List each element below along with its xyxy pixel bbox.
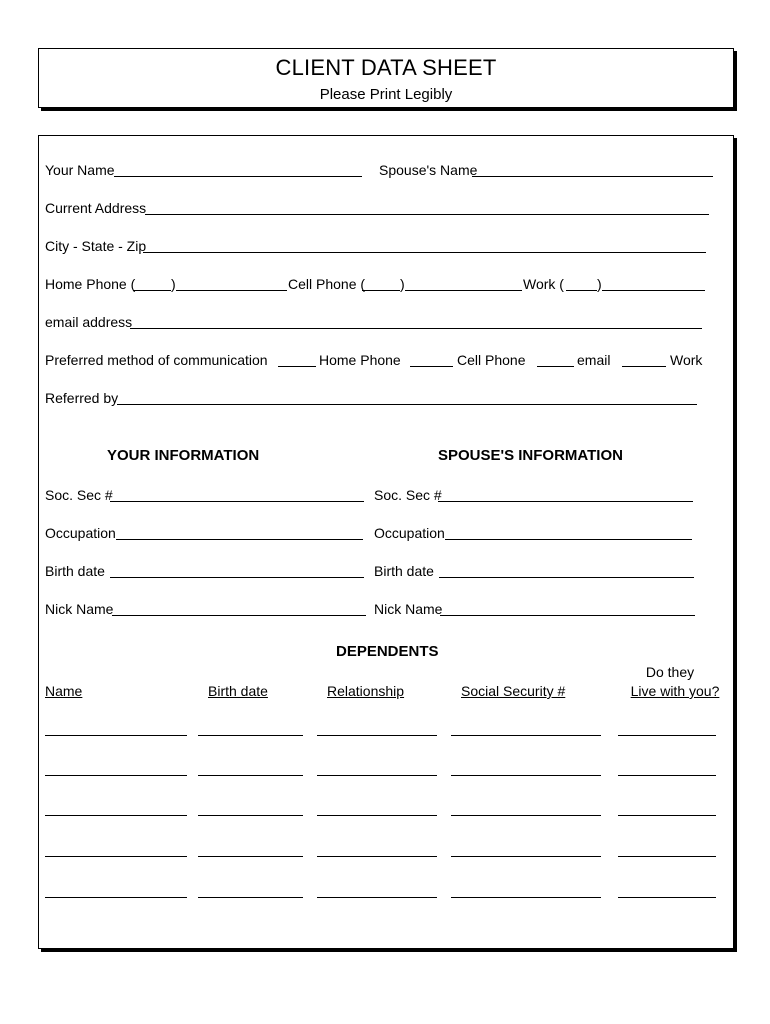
page-title: CLIENT DATA SHEET — [275, 55, 497, 80]
pref-cell-phone-blank[interactable] — [410, 366, 453, 367]
dependent-relationship-field[interactable] — [317, 775, 437, 776]
cell-phone-area-field[interactable] — [362, 290, 400, 291]
dependent-name-field[interactable] — [45, 735, 187, 736]
your-soc-sec-field[interactable] — [110, 501, 364, 502]
work-phone-field[interactable] — [602, 290, 705, 291]
dependent-birth-date-field[interactable] — [198, 897, 303, 898]
dependent-live-with-field[interactable] — [618, 775, 716, 776]
spouse-name-label: Spouse's Name — [379, 162, 478, 178]
your-birth-date-label: Birth date — [45, 563, 105, 579]
dependent-ssn-field[interactable] — [451, 775, 601, 776]
your-nick-name-label: Nick Name — [45, 601, 114, 617]
dependent-ssn-field[interactable] — [451, 856, 601, 857]
spouse-birth-date-field[interactable] — [439, 577, 694, 578]
pref-home-phone-label: Home Phone — [319, 352, 401, 368]
pref-cell-phone-label: Cell Phone — [457, 352, 526, 368]
work-phone-label: Work ( — [523, 276, 564, 292]
spouse-name-field[interactable] — [472, 176, 713, 177]
col-social-security-header: Social Security # — [461, 683, 566, 699]
dependent-name-field[interactable] — [45, 775, 187, 776]
spouse-birth-date-label: Birth date — [374, 563, 434, 579]
email-label: email address — [45, 314, 133, 330]
your-name-field[interactable] — [114, 176, 362, 177]
your-name-label: Your Name — [45, 162, 115, 178]
dependent-birth-date-field[interactable] — [198, 735, 303, 736]
dependent-live-with-field[interactable] — [618, 897, 716, 898]
dependent-relationship-field[interactable] — [317, 897, 437, 898]
your-soc-sec-label: Soc. Sec # — [45, 487, 113, 503]
spouse-nick-name-label: Nick Name — [374, 601, 443, 617]
referred-by-field[interactable] — [117, 404, 697, 405]
cell-phone-field[interactable] — [405, 290, 522, 291]
your-birth-date-field[interactable] — [110, 577, 364, 578]
col-live-with-header-line2: Live with you? — [630, 683, 720, 699]
col-birth-date-header: Birth date — [208, 683, 268, 699]
dependents-heading: DEPENDENTS — [336, 643, 439, 660]
cell-phone-paren: ) — [400, 276, 405, 292]
city-state-zip-field[interactable] — [143, 252, 706, 253]
your-info-heading: YOUR INFORMATION — [107, 447, 260, 464]
dependent-relationship-field[interactable] — [317, 856, 437, 857]
form-box — [38, 135, 734, 949]
dependent-birth-date-field[interactable] — [198, 856, 303, 857]
dependent-name-field[interactable] — [45, 897, 187, 898]
dependent-live-with-field[interactable] — [618, 735, 716, 736]
pref-email-blank[interactable] — [537, 366, 574, 367]
spouse-soc-sec-field[interactable] — [438, 501, 693, 502]
dependent-relationship-field[interactable] — [317, 735, 437, 736]
pref-work-label: Work — [670, 352, 703, 368]
home-phone-label: Home Phone ( — [45, 276, 136, 292]
col-live-with-header-line1: Do they — [645, 664, 695, 680]
dependent-live-with-field[interactable] — [618, 815, 716, 816]
dependent-relationship-field[interactable] — [317, 815, 437, 816]
spouse-nick-name-field[interactable] — [440, 615, 695, 616]
cell-phone-label: Cell Phone ( — [288, 276, 366, 292]
work-phone-area-field[interactable] — [566, 290, 597, 291]
spouse-info-heading: SPOUSE'S INFORMATION — [438, 447, 623, 464]
dependent-birth-date-field[interactable] — [198, 775, 303, 776]
dependent-birth-date-field[interactable] — [198, 815, 303, 816]
current-address-label: Current Address — [45, 200, 147, 216]
page-subtitle: Please Print Legibly — [319, 86, 453, 103]
title-box — [38, 48, 734, 108]
your-occupation-label: Occupation — [45, 525, 116, 541]
dependent-live-with-field[interactable] — [618, 856, 716, 857]
dependent-name-field[interactable] — [45, 815, 187, 816]
email-field[interactable] — [130, 328, 702, 329]
spouse-occupation-label: Occupation — [374, 525, 445, 541]
home-phone-area-field[interactable] — [133, 290, 171, 291]
referred-by-label: Referred by — [45, 390, 119, 406]
dependent-ssn-field[interactable] — [451, 735, 601, 736]
home-phone-field[interactable] — [176, 290, 287, 291]
pref-home-phone-blank[interactable] — [278, 366, 316, 367]
preferred-method-label: Preferred method of communication — [45, 352, 268, 368]
dependent-ssn-field[interactable] — [451, 897, 601, 898]
spouse-occupation-field[interactable] — [445, 539, 692, 540]
pref-work-blank[interactable] — [622, 366, 666, 367]
work-phone-paren: ) — [597, 276, 602, 292]
home-phone-paren: ) — [171, 276, 176, 292]
pref-email-label: email — [577, 352, 611, 368]
your-nick-name-field[interactable] — [112, 615, 366, 616]
current-address-field[interactable] — [145, 214, 709, 215]
your-occupation-field[interactable] — [116, 539, 363, 540]
spouse-soc-sec-label: Soc. Sec # — [374, 487, 442, 503]
dependent-ssn-field[interactable] — [451, 815, 601, 816]
col-name-header: Name — [45, 683, 83, 699]
dependent-name-field[interactable] — [45, 856, 187, 857]
city-state-zip-label: City - State - Zip — [45, 238, 147, 254]
col-relationship-header: Relationship — [327, 683, 405, 699]
